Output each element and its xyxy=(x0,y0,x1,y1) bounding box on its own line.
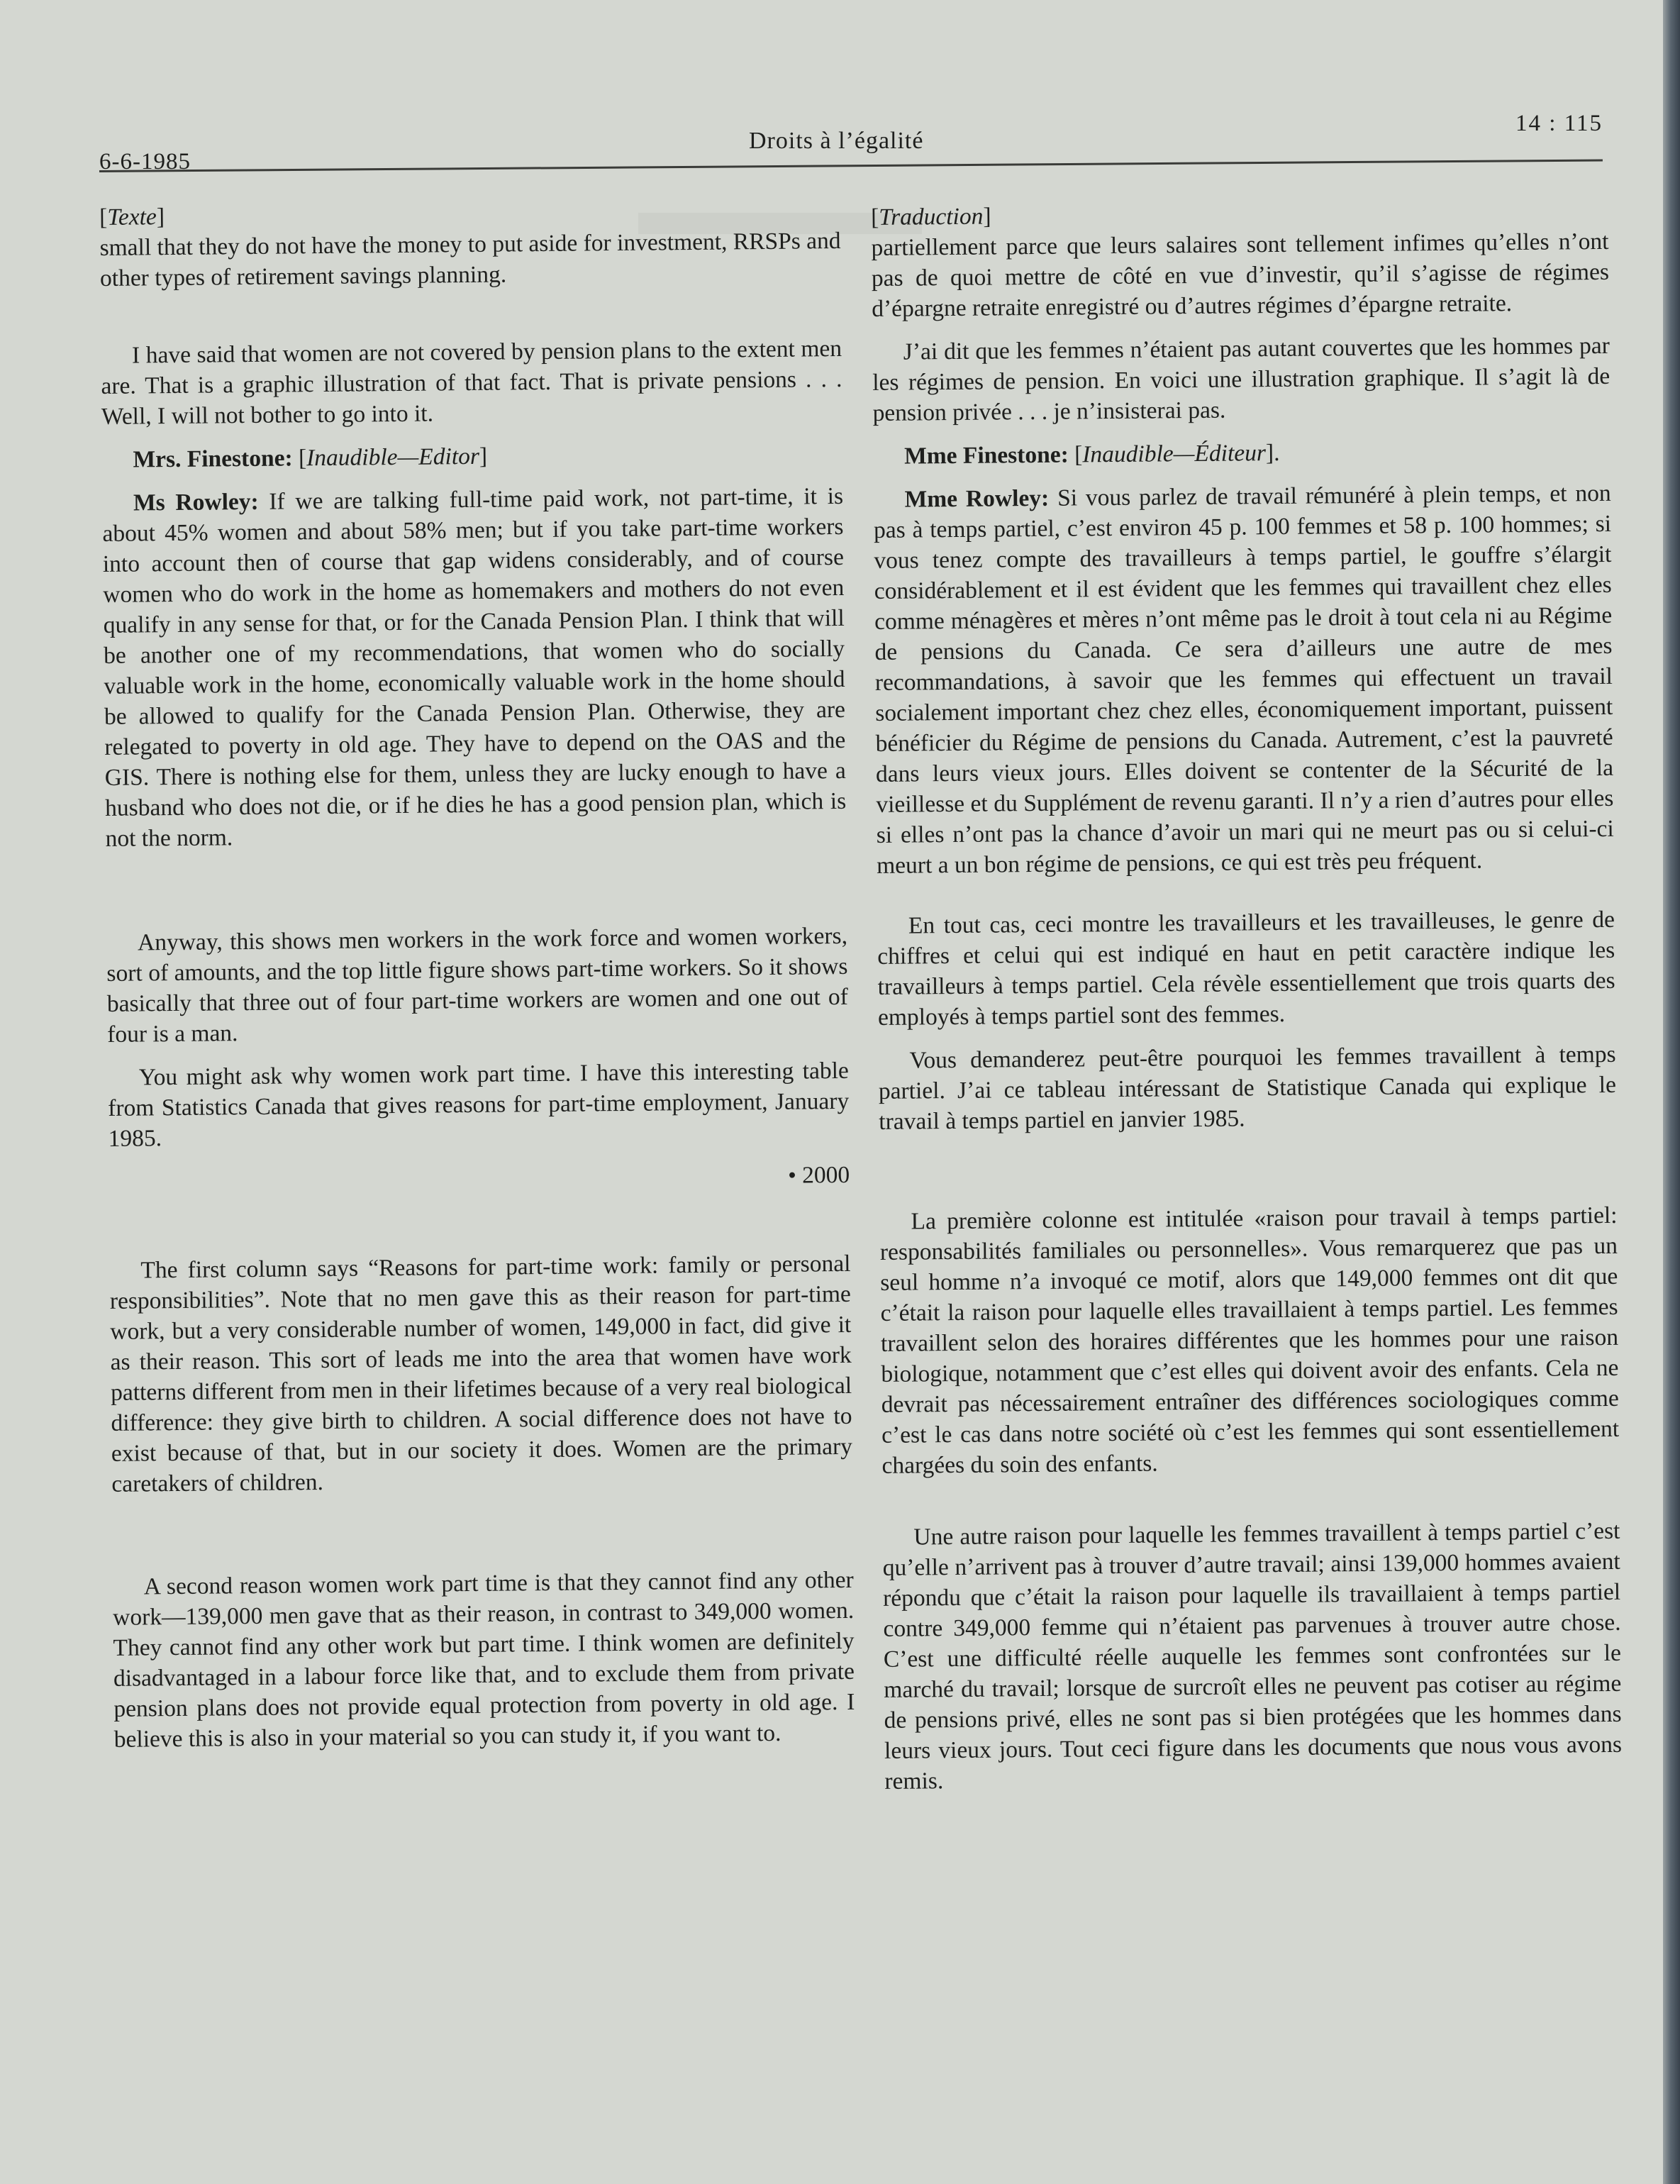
speaker-paragraph: Ms Rowley: If we are talking full-time paid work, not part-time, it is about 45% women and about 58% men; but if you take part-time workers into account then of course that gap widens considerably, and of course women who do work in the home as homemakers and mothers do not even qualify in any sense for that, or for the Canada Pension Plan. I think that will be another one of my recommendations, that women who do socially valuable work in the home, economically valuable work in the home should be allowed to qualify for the Canada Pension Plan. Otherwise, they are relegated to poverty in old age. They have to depend on the OAS and the GIS. There is nothing else for them, unless they are lucky enough to have a husband who does not die, or if he dies he has a good pension plan, which is not the norm. xyxy=(102,482,847,852)
paragraph: A second reason women work part time is that they cannot find any other work—139,000 men gave that as their reason, in contrast to 349,000 women. They cannot find any other work but part time. I think women are definitely disadvantaged in a labour force like that, and to exclude them from private pension plans does not provide equal protection from poverty in old age. I believe this is also in your material so you can study it, if you want to. xyxy=(112,1566,855,1753)
paragraph: partiellement parce que leurs salaires sont tellement infimes qu’elles n’ont pas de quoi mettre de côté en vue d’investir, qu’il s’agisse de régimes d’épargne retraite enregistré ou d’autres régimes d’épargne retraite. xyxy=(871,228,1610,322)
paragraph: Vous demanderez peut-être pourquoi les femmes travaillent à temps partiel. J’ai ce tableau intéressant de Statistique Canada qui explique le travail à temps partiel en janvier 1985. xyxy=(878,1041,1617,1135)
speaker-paragraph: Mrs. Finestone: [Inaudible—Editor] xyxy=(133,443,488,473)
speaker-name: Mme Finestone: xyxy=(903,441,1069,470)
paragraph: La première colonne est intitulée «raison pour travail à temps partiel: responsabilités familiales ou personnelles». Vous remarquerez que pas un seul homme n’a invoqué ce motif, alors que 149,000 femmes ont dit que c’était la raison pour laquelle elles travaillaient à temps partiel. Les femmes travaillent selon des horaires différentes que les hommes pour une raison biologique, notamment que c’est elles qui doivent avoir des enfants. Cela ne devrait pas nécessairement entraîner des différences sociologiques comme c’est le cas dans notre société où c’est les femmes qui sont essentiellement chargées du soin des enfants. xyxy=(879,1202,1620,1479)
french-column xyxy=(871,196,1623,1809)
speaker-name: Ms Rowley: xyxy=(133,488,259,516)
editorial-note: Inaudible—Éditeur xyxy=(1082,440,1267,468)
header-date: 6-6-1985 xyxy=(99,149,191,174)
speaker-paragraph: Mme Rowley: Si vous parlez de travail rémunéré à plein temps, et non pas à temps partiel, c’est environ 45 p. 100 femmes et 58 p. 100 hommes; si vous tenez compte des travailleurs à temps partiel, le gouffre s’élargit considérablement et il est évident que les femmes qui travaillent chez elles comme ménagères et mères n’ont même pas le droit à tout cela ni au Régime de pensions du Canada. Ce sera d’ailleurs une autre de mes recommandations, à savoir que les femmes qui effectuent un travail socialement important chez chez elles, économiquement important, puissent bénéficier du Régime de pensions du Canada. Autrement, c’est la pauvreté dans leurs vieux jours. Elles doivent se contenter de la Sécurité de la vieillesse et du Supplément de revenu garanti. Il n’y a rien d’autres pour elles si elles n’ont pas la chance d’avoir un mari qui ne meurt pas ou si celui-ci meurt a un bon régime de pensions, ce qui est très peu fréquent. xyxy=(873,480,1614,879)
header-title: Droits à l’égalité xyxy=(749,128,924,154)
paragraph: The first column says “Reasons for part-time work: family or personal responsibilities”. Note that no men gave this as their reason for part-time work, but a very considerable number of women, 149,000 in fact, did give it as their reason. This sort of leads me into the area that women have work patterns different from men in their lifetimes because of a very real biological difference: they give birth to children. A social difference does not have to exist because of that, but in our society it does. Women are the primary caretakers of children. xyxy=(109,1250,853,1497)
speaker-name: Mrs. Finestone: xyxy=(133,445,293,473)
paragraph: small that they do not have the money to put aside for investment, RRSPs and other types of retirement savings planning. xyxy=(99,227,841,292)
paragraph: Une autre raison pour laquelle les femmes travaillent à temps partiel c’est qu’elle n’arrivent pas à trouver d’autre travail; ainsi 139,000 hommes avaient répondu que c’était la raison pour laquelle ils travaillaient à temps partiel contre 349,000 femme qui n’étaient pas parvenues à trouver autre chose. C’est une difficulté réelle auquelle les femmes sont confrontées sur le marché du travail; lorsque de surcroît elles ne peuvent pas cotiser au régime de pensions privé, elles ne sont pas si bien protégées que les hommes dans leurs vieux jours. Tout ceci figure dans les documents que nous vous avons remis. xyxy=(882,1517,1623,1795)
paragraph: Anyway, this shows men workers in the work force and women workers, sort of amounts, and the top little figure shows part-time workers. So it shows basically that three out of four part-time workers are women and one out of four is a man. xyxy=(106,922,848,1048)
page-edge xyxy=(1663,0,1680,2184)
time-marker: • 2000 xyxy=(787,1161,850,1189)
speaker-name: Mme Rowley: xyxy=(904,484,1050,513)
english-column xyxy=(99,195,855,1768)
speaker-paragraph: Mme Finestone: [Inaudible—Éditeur]. xyxy=(903,439,1280,470)
column-tag: [Traduction] xyxy=(871,203,991,231)
editorial-note: Inaudible—Editor xyxy=(306,443,480,472)
column-tag: [Texte] xyxy=(99,204,165,231)
paragraph: I have said that women are not covered by pension plans to the extent men are. That is a graphic illustration of that fact. That is private pensions . . . Well, I will not bother to go into it. xyxy=(101,335,842,430)
header-page-number: 14 : 115 xyxy=(1515,111,1603,136)
paragraph: En tout cas, ceci montre les travailleurs et les travailleuses, le genre de chiffres et celui qui est indiqué en haut en petit caractère indique les travailleurs à temps partiel. Cela révèle essentiellement que trois quarts des employés à temps partiel sont des femmes. xyxy=(877,906,1615,1031)
paragraph: You might ask why women work part time. I have this interesting table from Statistics Canada that gives reasons for part-time employment, January 1985. xyxy=(108,1057,850,1152)
paragraph: J’ai dit que les femmes n’étaient pas autant couvertes que les hommes par les régimes de pension. En voici une illustration graphique. Il s’agit là de pension privée . . . je n’insisterai pas. xyxy=(872,332,1611,426)
